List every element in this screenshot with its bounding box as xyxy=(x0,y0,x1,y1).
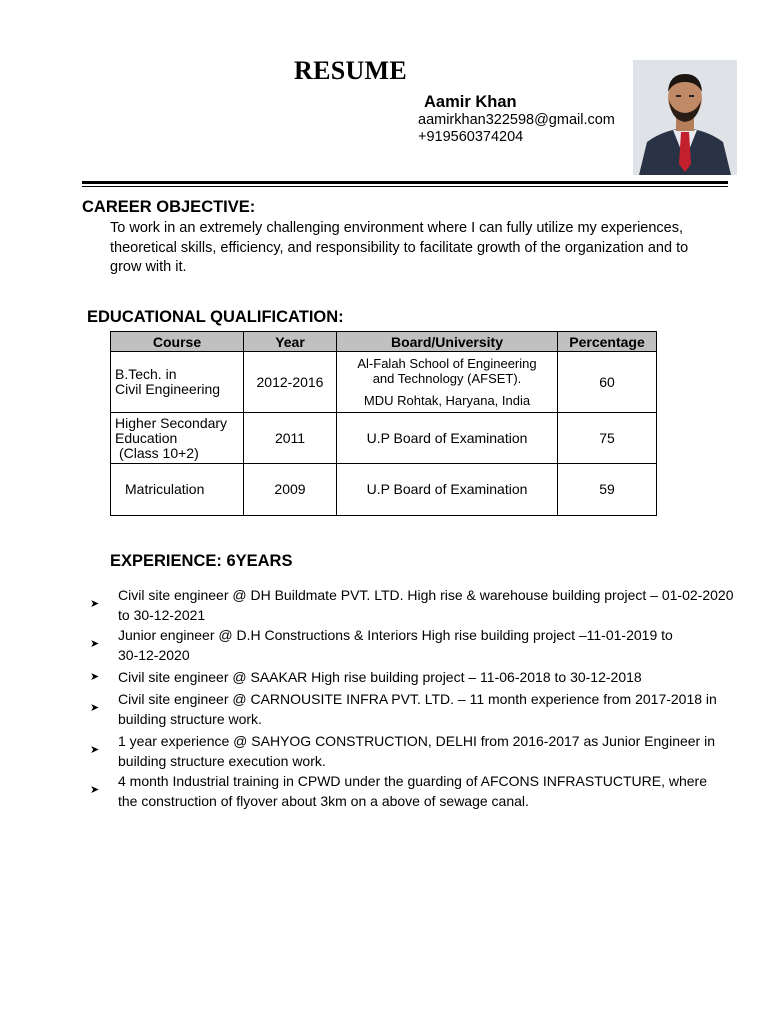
course-line: (Class 10+2) xyxy=(119,444,199,461)
arrow-bullet-icon: ➤ xyxy=(90,671,100,683)
board-cell xyxy=(337,352,558,413)
item-line: Junior engineer @ D.H Constructions & Interiors High rise building project –11-01-2019 to xyxy=(118,627,673,643)
list-item xyxy=(90,771,707,811)
phone-text: +919560374204 xyxy=(418,129,524,145)
profile-photo xyxy=(633,60,737,175)
course-line: Education xyxy=(115,429,178,446)
item-line: to 30-12-2021 xyxy=(118,607,206,623)
career-objective-text: To work in an extremely challenging environment where I can fully utilize my experiences, theoretical skills, efficiency, and responsibility to facilitate growth of the organization and to grow with it. xyxy=(110,220,689,275)
board-line: MDU Rohtak, Haryana, India xyxy=(363,393,531,408)
item-line: Civil site engineer @ SAAKAR High rise building project – 11-06-2018 to 30-12-2018 xyxy=(118,669,642,685)
list-item xyxy=(90,689,717,729)
arrow-bullet-icon: ➤ xyxy=(90,702,100,714)
item-line: Civil site engineer @ DH Buildmate PVT. LTD. High rise & warehouse building project – 01-02-2020 xyxy=(118,587,734,603)
table-header-row xyxy=(111,332,657,352)
table-row xyxy=(111,413,657,464)
course-line: Higher Secondary xyxy=(115,414,228,431)
course-cell xyxy=(111,352,244,413)
list-item xyxy=(90,667,642,687)
column-header: Percentage xyxy=(558,332,657,352)
item-line: building structure work. xyxy=(118,711,262,727)
percentage-cell: 75 xyxy=(558,413,657,464)
resume-title: RESUME xyxy=(294,56,408,85)
header-divider xyxy=(82,181,728,184)
percentage-cell: 59 xyxy=(558,464,657,516)
career-objective-heading: CAREER OBJECTIVE: xyxy=(82,198,256,216)
course-line: Civil Engineering xyxy=(115,381,221,397)
course-cell: Matriculation xyxy=(111,464,244,516)
email-text: aamirkhan322598@gmail.com xyxy=(418,112,615,128)
table-row xyxy=(111,352,657,413)
arrow-bullet-icon: ➤ xyxy=(90,784,100,796)
year-cell: 2011 xyxy=(244,413,337,464)
board-line: and Technology (AFSET). xyxy=(372,371,522,386)
course-line: B.Tech. in xyxy=(115,366,177,382)
list-item xyxy=(90,585,733,625)
year-cell: 2012-2016 xyxy=(244,352,337,413)
list-item xyxy=(90,625,673,665)
course-cell xyxy=(111,413,244,464)
board-cell: U.P Board of Examination xyxy=(337,464,558,516)
percentage-cell: 60 xyxy=(558,352,657,413)
candidate-name: Aamir Khan xyxy=(424,93,517,111)
arrow-bullet-icon: ➤ xyxy=(90,638,100,650)
experience-heading: EXPERIENCE: 6YEARS xyxy=(110,552,293,570)
item-line: 30-12-2020 xyxy=(118,647,190,663)
year-cell: 2009 xyxy=(244,464,337,516)
column-header: Board/University xyxy=(337,332,558,352)
board-line: Al-Falah School of Engineering xyxy=(357,356,537,371)
column-header: Year xyxy=(244,332,337,352)
education-table xyxy=(110,331,657,516)
education-heading: EDUCATIONAL QUALIFICATION: xyxy=(87,308,344,326)
item-line: Civil site engineer @ CARNOUSITE INFRA PVT. LTD. – 11 month experience from 2017-2018 in xyxy=(118,691,717,707)
item-line: 4 month Industrial training in CPWD under the guarding of AFCONS INFRASTUCTURE, where xyxy=(118,773,708,789)
header-divider-thin xyxy=(82,186,728,187)
item-line: 1 year experience @ SAHYOG CONSTRUCTION, DELHI from 2016-2017 as Junior Engineer in xyxy=(118,733,716,749)
arrow-bullet-icon: ➤ xyxy=(90,598,100,610)
column-header: Course xyxy=(111,332,244,352)
item-line: building structure execution work. xyxy=(118,753,326,769)
item-line: the construction of flyover about 3km on a above of sewage canal. xyxy=(118,793,529,809)
board-cell: U.P Board of Examination xyxy=(337,413,558,464)
table-row xyxy=(111,464,657,516)
list-item xyxy=(90,731,715,771)
arrow-bullet-icon: ➤ xyxy=(90,744,100,756)
